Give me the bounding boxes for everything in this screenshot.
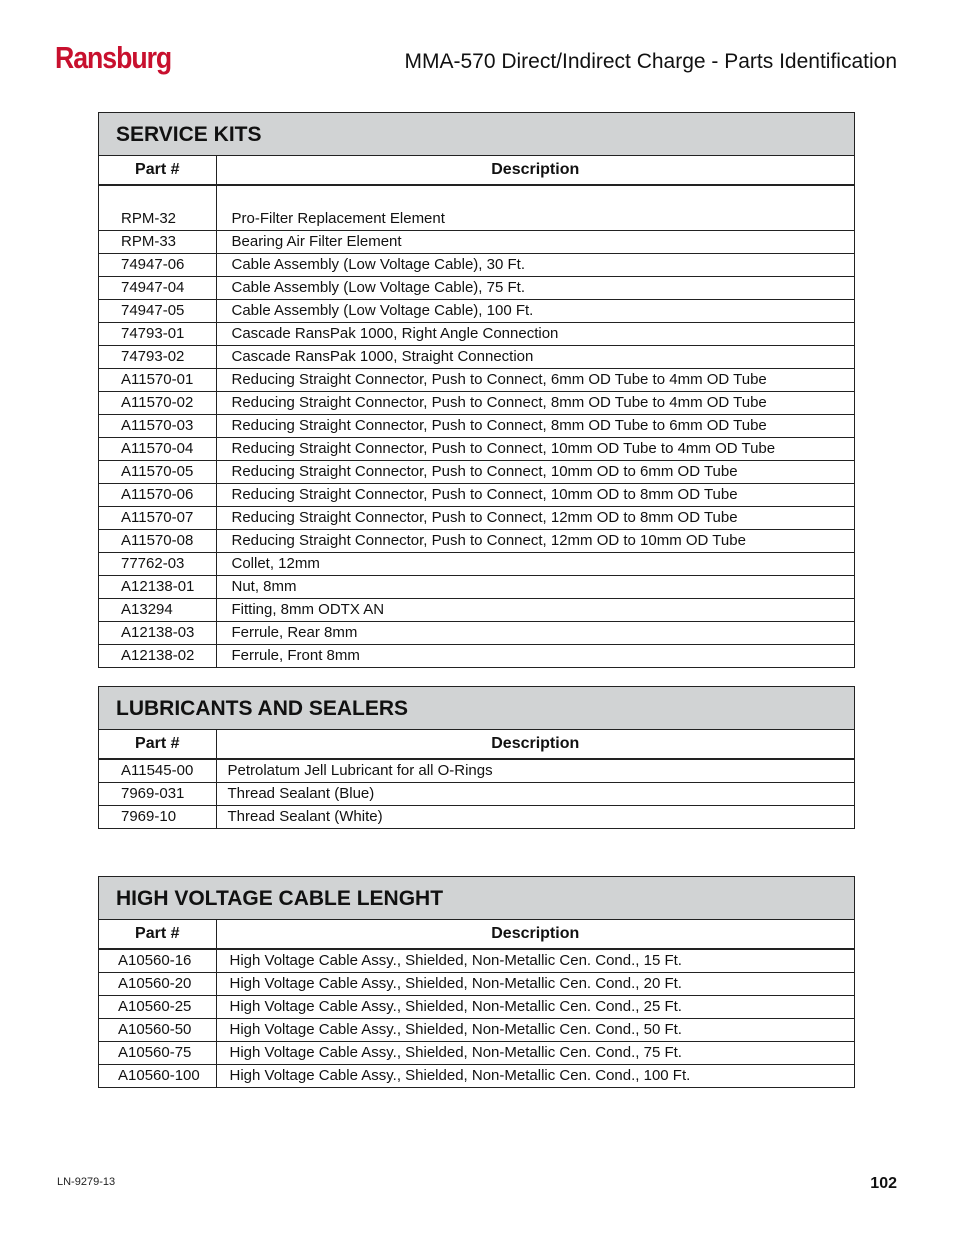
description-cell: Reducing Straight Connector, Push to Connect, 12mm OD to 8mm OD Tube [216,507,854,530]
document-number: LN-9279-13 [57,1176,116,1188]
description-cell: Cable Assembly (Low Voltage Cable), 100 Ft. [216,300,854,323]
description-cell: Bearing Air Filter Element [216,231,854,254]
section-title: LUBRICANTS AND SEALERS [99,687,854,730]
part-number-cell: A12138-03 [99,622,216,645]
part-number-cell: A10560-16 [99,949,216,973]
part-number-cell: 7969-10 [99,806,216,829]
description-cell: High Voltage Cable Assy., Shielded, Non-Metallic Cen. Cond., 25 Ft. [216,996,854,1019]
high-voltage-cable-section [98,876,855,1088]
ransburg-logo: Ransburg [55,40,172,75]
table-row [99,484,854,507]
part-number-cell: 74793-02 [99,346,216,369]
table-row [99,530,854,553]
parts-table [99,156,854,667]
part-number-cell: 74793-01 [99,323,216,346]
description-cell: High Voltage Cable Assy., Shielded, Non-Metallic Cen. Cond., 20 Ft. [216,973,854,996]
description-cell: Cable Assembly (Low Voltage Cable), 75 Ft. [216,277,854,300]
description-cell: Reducing Straight Connector, Push to Connect, 8mm OD Tube to 4mm OD Tube [216,392,854,415]
description-header: Description [216,920,854,949]
description-cell: Reducing Straight Connector, Push to Connect, 6mm OD Tube to 4mm OD Tube [216,369,854,392]
description-cell: High Voltage Cable Assy., Shielded, Non-Metallic Cen. Cond., 100 Ft. [229,1067,691,1084]
part-number-cell: A13294 [99,599,216,622]
description-cell: Cascade RansPak 1000, Straight Connection [216,346,854,369]
part-number-cell: A11570-04 [99,438,216,461]
description-cell: Nut, 8mm [216,576,854,599]
part-number-cell: 74947-05 [99,300,216,323]
part-number-header: Part # [99,730,216,759]
table-row [99,1019,854,1042]
part-number-cell: 77762-03 [99,553,216,576]
part-number-cell: A11570-08 [99,530,216,553]
description-cell: High Voltage Cable Assy., Shielded, Non-Metallic Cen. Cond., 75 Ft. [216,1042,854,1065]
part-number-cell: RPM-33 [99,231,216,254]
table-row [99,415,854,438]
table-row [99,392,854,415]
table-row [99,576,854,599]
part-number-cell: A11570-03 [99,415,216,438]
description-cell: Thread Sealant (White) [227,808,383,825]
part-number-cell: A11545-00 [99,759,216,783]
description-cell: High Voltage Cable Assy., Shielded, Non-Metallic Cen. Cond., 50 Ft. [216,1019,854,1042]
table-row [99,323,854,346]
part-number-cell: 74947-06 [99,254,216,277]
part-number-cell: A12138-02 [99,645,216,668]
description-cell: Pro-Filter Replacement Element [216,208,854,231]
table-row [99,622,854,645]
part-number-header: Part # [99,156,216,185]
table-row [99,949,854,973]
page-number: 102 [870,1175,897,1192]
table-row [99,277,854,300]
part-number-cell: A10560-75 [99,1042,216,1065]
table-row [99,369,854,392]
part-number-cell: A10560-20 [99,973,216,996]
description-cell: Reducing Straight Connector, Push to Connect, 10mm OD Tube to 4mm OD Tube [216,438,854,461]
description-header: Description [216,156,854,185]
description-cell: Fitting, 8mm ODTX AN [216,599,854,622]
table-row [99,507,854,530]
table-row [99,438,854,461]
table-row [99,1065,854,1088]
spacer-row [99,185,854,208]
description-cell: High Voltage Cable Assy., Shielded, Non-Metallic Cen. Cond., 15 Ft. [216,949,854,973]
table-row [99,254,854,277]
part-number-cell: A11570-01 [99,369,216,392]
table-row [99,599,854,622]
description-cell: Petrolatum Jell Lubricant for all O-Rings [216,759,854,783]
description-cell: Ferrule, Rear 8mm [216,622,854,645]
description-cell: Collet, 12mm [216,553,854,576]
table-row [99,553,854,576]
part-number-cell: A10560-100 [99,1065,216,1088]
section-title: SERVICE KITS [99,113,854,156]
lubricants-sealers-section [98,686,855,829]
part-number-cell: A12138-01 [99,576,216,599]
table-row [99,645,854,668]
part-number-cell: RPM-32 [99,208,216,231]
table-row [99,346,854,369]
description-header: Description [216,730,854,759]
table-row [99,231,854,254]
part-number-cell: A11570-05 [99,461,216,484]
table-row [99,461,854,484]
table-row [99,783,854,806]
table-row [99,996,854,1019]
part-number-cell: A10560-50 [99,1019,216,1042]
section-title: HIGH VOLTAGE CABLE LENGHT [99,877,854,920]
table-row [99,973,854,996]
part-number-cell: A10560-25 [99,996,216,1019]
description-cell: Reducing Straight Connector, Push to Connect, 10mm OD to 8mm OD Tube [216,484,854,507]
description-cell: Reducing Straight Connector, Push to Connect, 8mm OD Tube to 6mm OD Tube [216,415,854,438]
parts-table [99,730,854,828]
table-row [99,300,854,323]
page-title: MMA-570 Direct/Indirect Charge - Parts Identification [404,50,897,73]
parts-table [99,920,854,1087]
description-cell: Reducing Straight Connector, Push to Connect, 12mm OD to 10mm OD Tube [216,530,854,553]
description-cell: Reducing Straight Connector, Push to Connect, 10mm OD to 6mm OD Tube [216,461,854,484]
description-cell: Cascade RansPak 1000, Right Angle Connection [216,323,854,346]
part-number-header: Part # [99,920,216,949]
table-row [99,1042,854,1065]
part-number-cell: A11570-02 [99,392,216,415]
table-row [99,759,854,783]
part-number-cell: A11570-07 [99,507,216,530]
service-kits-section [98,112,855,668]
table-row [99,806,854,829]
part-number-cell: A11570-06 [99,484,216,507]
part-number-cell: 7969-031 [99,783,216,806]
description-cell: Thread Sealant (Blue) [216,783,854,806]
table-row [99,208,854,231]
part-number-cell: 74947-04 [99,277,216,300]
description-cell: Ferrule, Front 8mm [231,647,360,664]
description-cell: Cable Assembly (Low Voltage Cable), 30 Ft. [216,254,854,277]
